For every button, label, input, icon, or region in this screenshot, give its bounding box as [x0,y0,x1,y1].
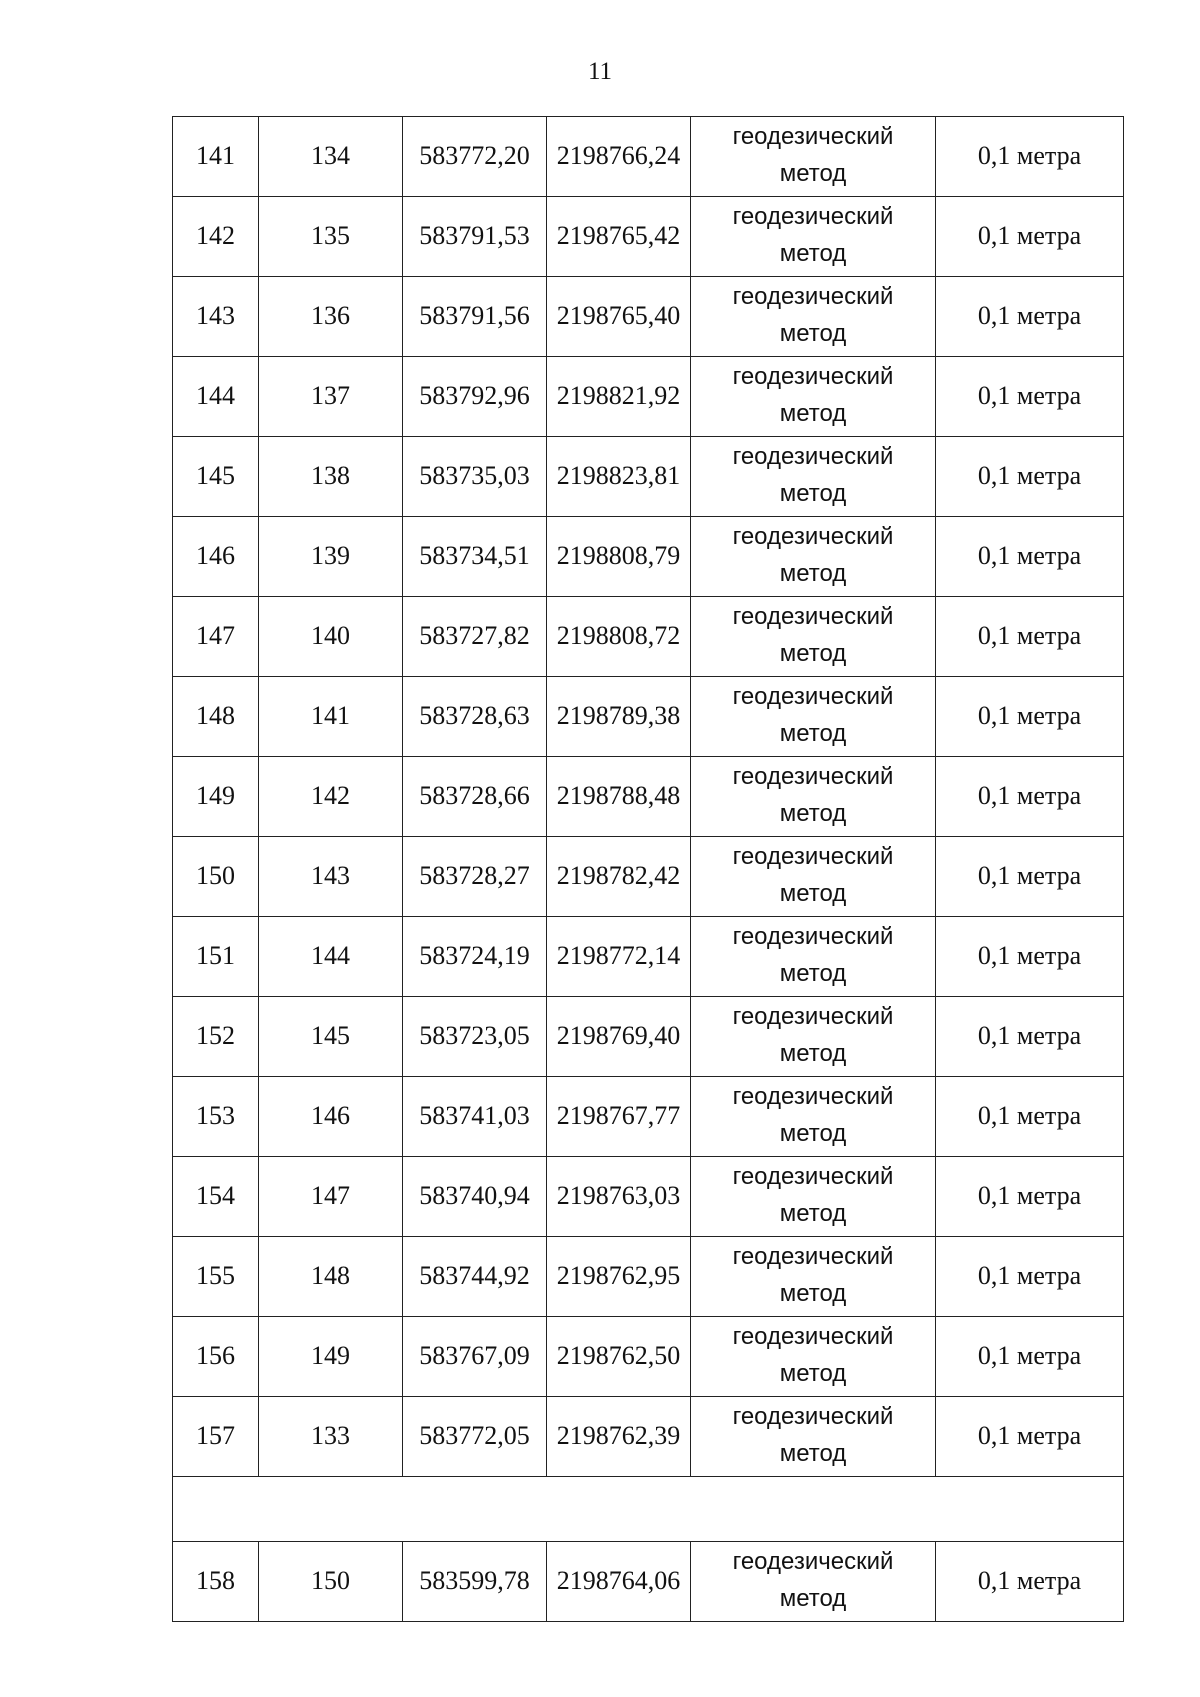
method-line-1: геодезический [732,1402,894,1430]
coordinate-x: 583791,53 [403,197,547,277]
table-row [173,357,1124,437]
method-line-2: метод [779,559,847,587]
accuracy: 0,1 метра [936,917,1124,997]
row-number: 156 [173,1317,259,1397]
point-number: 150 [259,1542,403,1622]
row-number: 158 [173,1542,259,1622]
separator-row [173,1477,1124,1542]
point-number: 134 [259,117,403,197]
point-number: 147 [259,1157,403,1237]
page-number: 11 [587,58,613,85]
table-row [173,277,1124,357]
coordinate-y: 2198823,81 [547,437,691,517]
accuracy: 0,1 метра [936,1237,1124,1317]
coordinate-x: 583744,92 [403,1237,547,1317]
method-line-1: геодезический [732,1002,894,1030]
method-line-2: метод [779,1039,847,1067]
point-number: 133 [259,1397,403,1477]
method-line-1: геодезический [732,762,894,790]
coordinate-x: 583599,78 [403,1542,547,1622]
row-number: 150 [173,837,259,917]
table-row [173,437,1124,517]
method-cell [691,357,936,437]
coordinate-y: 2198765,42 [547,197,691,277]
coordinate-y: 2198765,40 [547,277,691,357]
method-line-2: метод [779,1119,847,1147]
accuracy: 0,1 метра [936,1157,1124,1237]
table-row [173,517,1124,597]
method-cell [691,1077,936,1157]
coordinate-y: 2198766,24 [547,117,691,197]
accuracy: 0,1 метра [936,277,1124,357]
method-line-1: геодезический [732,202,894,230]
method-line-2: метод [779,479,847,507]
point-number: 138 [259,437,403,517]
point-number: 139 [259,517,403,597]
accuracy: 0,1 метра [936,677,1124,757]
accuracy: 0,1 метра [936,1542,1124,1622]
method-line-2: метод [779,799,847,827]
point-number: 146 [259,1077,403,1157]
method-line-2: метод [779,879,847,907]
coordinate-x: 583727,82 [403,597,547,677]
method-line-1: геодезический [732,1242,894,1270]
method-line-1: геодезический [732,122,894,150]
method-cell [691,197,936,277]
coordinate-y: 2198762,39 [547,1397,691,1477]
coordinate-y: 2198808,72 [547,597,691,677]
coordinate-x: 583728,66 [403,757,547,837]
accuracy: 0,1 метра [936,757,1124,837]
point-number: 148 [259,1237,403,1317]
method-cell [691,1542,936,1622]
method-line-1: геодезический [732,442,894,470]
row-number: 153 [173,1077,259,1157]
table-row [173,197,1124,277]
method-line-1: геодезический [732,522,894,550]
coordinate-x: 583728,27 [403,837,547,917]
row-number: 151 [173,917,259,997]
method-cell [691,117,936,197]
coordinates-table [172,116,1124,1622]
method-cell [691,597,936,677]
method-line-1: геодезический [732,842,894,870]
method-cell [691,1237,936,1317]
row-number: 143 [173,277,259,357]
row-number: 157 [173,1397,259,1477]
accuracy: 0,1 метра [936,117,1124,197]
method-cell [691,997,936,1077]
table-row [173,837,1124,917]
coordinate-y: 2198772,14 [547,917,691,997]
method-cell [691,837,936,917]
coordinate-x: 583741,03 [403,1077,547,1157]
method-line-1: геодезический [732,922,894,950]
method-line-2: метод [779,719,847,747]
accuracy: 0,1 метра [936,357,1124,437]
method-line-1: геодезический [732,602,894,630]
coordinate-y: 2198762,95 [547,1237,691,1317]
coordinate-y: 2198808,79 [547,517,691,597]
coordinate-x: 583792,96 [403,357,547,437]
method-line-2: метод [779,959,847,987]
point-number: 135 [259,197,403,277]
table-row [173,677,1124,757]
row-number: 145 [173,437,259,517]
coordinate-y: 2198788,48 [547,757,691,837]
method-cell [691,437,936,517]
point-number: 140 [259,597,403,677]
row-number: 154 [173,1157,259,1237]
accuracy: 0,1 метра [936,517,1124,597]
coordinate-x: 583734,51 [403,517,547,597]
row-number: 144 [173,357,259,437]
table-row [173,757,1124,837]
method-cell [691,277,936,357]
method-line-2: метод [779,1279,847,1307]
coordinate-y: 2198789,38 [547,677,691,757]
method-line-1: геодезический [732,682,894,710]
table-row [173,1542,1124,1622]
row-number: 155 [173,1237,259,1317]
accuracy: 0,1 метра [936,997,1124,1077]
accuracy: 0,1 метра [936,197,1124,277]
method-line-1: геодезический [732,282,894,310]
accuracy: 0,1 метра [936,1397,1124,1477]
point-number: 145 [259,997,403,1077]
coordinate-y: 2198764,06 [547,1542,691,1622]
table-row [173,1157,1124,1237]
method-line-2: метод [779,319,847,347]
row-number: 148 [173,677,259,757]
table-row [173,1237,1124,1317]
coordinate-x: 583772,05 [403,1397,547,1477]
method-line-1: геодезический [732,1082,894,1110]
coordinate-y: 2198821,92 [547,357,691,437]
coordinate-y: 2198767,77 [547,1077,691,1157]
method-cell [691,677,936,757]
coordinate-y: 2198763,03 [547,1157,691,1237]
separator-cell [173,1477,1124,1542]
row-number: 141 [173,117,259,197]
coordinate-x: 583723,05 [403,997,547,1077]
accuracy: 0,1 метра [936,1077,1124,1157]
method-line-2: метод [779,1439,847,1467]
method-line-2: метод [779,1199,847,1227]
row-number: 147 [173,597,259,677]
method-cell [691,1157,936,1237]
method-line-2: метод [779,159,847,187]
point-number: 141 [259,677,403,757]
table-row [173,117,1124,197]
point-number: 143 [259,837,403,917]
point-number: 144 [259,917,403,997]
accuracy: 0,1 метра [936,1317,1124,1397]
table-row [173,997,1124,1077]
table-row [173,1077,1124,1157]
coordinate-x: 583724,19 [403,917,547,997]
method-line-2: метод [779,1584,847,1612]
method-line-1: геодезический [732,1322,894,1350]
method-cell [691,517,936,597]
point-number: 142 [259,757,403,837]
method-line-1: геодезический [732,362,894,390]
table-row [173,1317,1124,1397]
method-cell [691,1397,936,1477]
table-row [173,1397,1124,1477]
method-line-2: метод [779,399,847,427]
method-line-1: геодезический [732,1547,894,1575]
method-line-2: метод [779,1359,847,1387]
point-number: 136 [259,277,403,357]
coordinate-x: 583791,56 [403,277,547,357]
method-line-2: метод [779,239,847,267]
row-number: 152 [173,997,259,1077]
coordinate-x: 583728,63 [403,677,547,757]
coordinate-x: 583767,09 [403,1317,547,1397]
table-row [173,917,1124,997]
accuracy: 0,1 метра [936,437,1124,517]
accuracy: 0,1 метра [936,597,1124,677]
method-line-1: геодезический [732,1162,894,1190]
row-number: 142 [173,197,259,277]
coordinate-y: 2198762,50 [547,1317,691,1397]
coordinates-table-body [173,117,1124,1622]
coordinate-y: 2198769,40 [547,997,691,1077]
row-number: 146 [173,517,259,597]
point-number: 149 [259,1317,403,1397]
coordinate-y: 2198782,42 [547,837,691,917]
accuracy: 0,1 метра [936,837,1124,917]
coordinate-x: 583740,94 [403,1157,547,1237]
method-cell [691,757,936,837]
method-line-2: метод [779,639,847,667]
coordinate-x: 583772,20 [403,117,547,197]
row-number: 149 [173,757,259,837]
method-cell [691,1317,936,1397]
coordinate-x: 583735,03 [403,437,547,517]
point-number: 137 [259,357,403,437]
method-cell [691,917,936,997]
table-row [173,597,1124,677]
